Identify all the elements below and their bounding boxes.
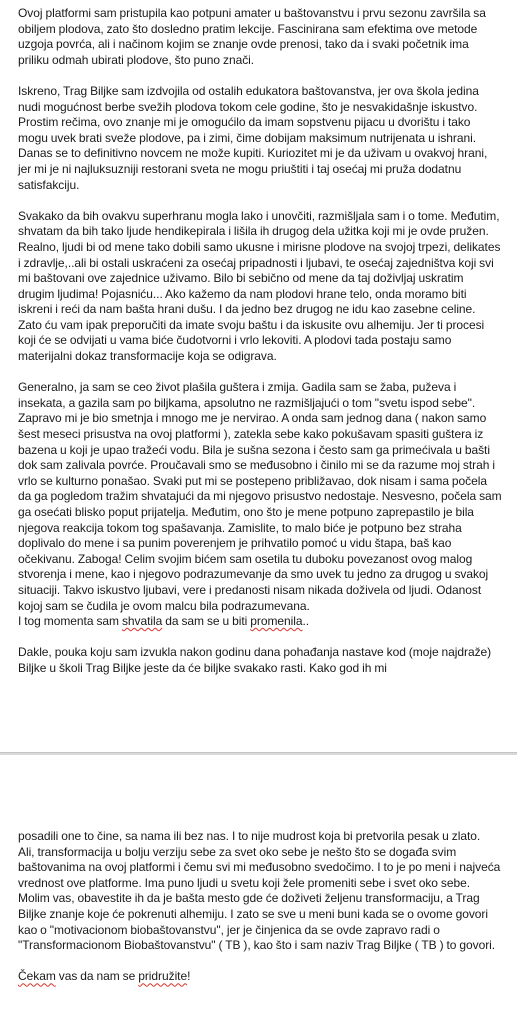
spellcheck-word-pridruzite[interactable]: pridružite <box>138 969 188 984</box>
paragraph-transformation: Ali, transformacija u bolju verziju sebe za svet oko sebe je nešto što se događa svim baštovanima na ovoj platformi i čemu svi mi međusobno svedočimo. I to je po meni i najveća vrednost ove platforme. Ima puno ljudi u svetu koji žele promeniti sebe i svet oko sebe. Molim vas, obavestite ih da je bašta mesto gde će doživeti željenu transformaciju, a Trag Biljke znanje koje će pokrenuti alhemiju. I zato se sve u meni buni kada se o ovome govori kao o "motivacionom biobaštovanstvu", jer je činjenica da se ovde zapravo radi o "Transformacionom Biobaštovanstvu" ( TB ), kao što i sam naziv Trag Biljke ( TB ) to govori. <box>18 844 501 953</box>
spellcheck-word-shvatila[interactable]: shvatila <box>121 614 163 629</box>
paragraph-platform-intro: Ovoj platformi sam pristupila kao potpuni amater u baštovanstvu i prvu sezonu završila sa obiljem plodova, zato što dosledno pratim lekcije. Fascinirana sam efektima ove metode uzgoja povrća, ali i načinom kojim se znanje ovde prenosi, tako da i svaki početnik ima priliku odmah ubirati plodove, što puno znači. <box>18 6 486 67</box>
realization-text-start: I tog momenta sam <box>18 614 122 629</box>
page-1-text-area <box>18 6 502 677</box>
paragraph-realization <box>18 614 502 630</box>
paragraph-trag-biljke-experience: Iskreno, Trag Biljke sam izdvojila od ostalih edukatora baštovanstva, jer ova škola jedina nudi mogućnost berbe svežih plodova tokom cele godine, što je nesvakidašnje iskustvo. Prostim rečima, ovo znanje mi je omogućilo da imam sopstvenu pijacu u dvorištu i tako mogu uvek brati sveže plodove, pa i zimi, čime dobijam maksimum nutrijenata u ishrani. Danas se to definitivno novcem ne može kupiti. Kuriozitet mi je da uživam u ovakvoj hrani, jer mi je ni najluksuzniji restorani sveta ne mogu priuštiti i taj osećaj mi pruža dodatnu satisfakciju. <box>18 83 488 192</box>
paragraph-lesson: Dakle, pouka koju sam izvukla nakon godinu dana pohađanja nastave kod (moje najdraže) Biljke u školi Trag Biljke jeste da će biljke svakako rasti. Kako god ih mi <box>18 645 492 675</box>
document-page-2 <box>0 755 517 1024</box>
page-2-text-area <box>18 829 502 985</box>
realization-text-end: .. <box>302 614 310 629</box>
spellcheck-word-cekam[interactable]: Čekam <box>18 969 56 984</box>
closing-text-middle: vas da nam se <box>55 969 139 984</box>
paragraph-recommendation: Zato ću vam ipak preporučiti da imate svoju baštu i da iskusite ovu alhemiju. Jer ti procesi koji će se odvijati u vama biće čudotvorni i vrlo lekoviti. A plodovi tada postaju samo materijalni dokaz transformacije koja se odigrava. <box>18 317 485 364</box>
realization-text-middle: da sam se u biti <box>162 614 251 629</box>
closing-text-end: ! <box>187 969 191 984</box>
spellcheck-word-promenila[interactable]: promenila <box>250 614 303 629</box>
paragraph-lesson-continued: posadili one to čine, sa nama ili bez nas. I to nije mudrost koja bi pretvorila pesak u zlato. <box>18 829 481 843</box>
paragraph-lizard-story: Generalno, ja sam se ceo život plašila guštera i zmija. Gadila sam se žaba, puževa i insekata, a gazila sam po biljkama, apsolutno ne razmišljajući o tom "svetu ispod sebe". Zapravo mi je bio smetnja i mnogo me je nervirao. A onda sam jednog dana ( nakon samo šest meseci prisustva na ovoj platformi ), zatekla sebe kako pokušavam spasiti guštera iz bazena u koji je upao tražeći vodu. Bila je sušna sezona i često sam ga primećivala u bašti dok sam zalivala povrće. Proučavali smo se međusobno i činilo mi se da razume moj strah i vrlo se kulturno ponašao. Svaki put mi se postepeno približavao, dok nisam i sama počela da ga pogledom tražim shvatajući da mi njegovo prisustvo nedostaje. Nesvesno, počela sam ga osećati blisko poput prijatelja. Međutim, ono što je mene potpuno zaprepastilo je bila njegova reakcija tokom tog spašavanja. Zamislite, to malo biće je potpuno bez straha doplivalo do mene i sa punim poverenjem je prihvatilo pomoć u vidu štapa, baš kao očekivanu. Zaboga! Celim svojim bićem sam osetila tu duboku povezanost ovog malog stvorenja i mene, kao i njegovo podrazumevanje da smo uvek tu jedno za drugog u svakoj situaciji. Takvo iskustvo ljubavi, vere i predanosti nisam nikada doživela od ljudi. Odanost kojoj sam se čudila je ovom malcu bila podrazumevana. <box>18 380 502 613</box>
paragraph-superfood: Svakako da bih ovakvu superhranu mogla lako i unovčiti, razmišljala sam i o tome. Međutim, shvatam da bih tako ljude hendikepirala i lišila ih drugog dela užitka koji mi je ovde pružen. Realno, ljudi bi od mene tako dobili samo ukusne i mirisne plodove na svojoj trpezi, delikates i zdravlje,..ali bi ostali uskraćeni za osećaj pripadnosti i ljubavi, te osećaj zajedništva koji svi mi baštovani ove zajednice uživamo. Bilo bi sebično od mene da taj doživljaj uskratim drugim ljudima! Pojasniću... Ako kažemo da nam plodovi hrane telo, onda moramo biti iskreni i reći da nam bašta hrani dušu. I da jedno bez drugog ne idu kao zasebne celine. <box>18 208 501 317</box>
paragraph-closing <box>18 969 502 985</box>
